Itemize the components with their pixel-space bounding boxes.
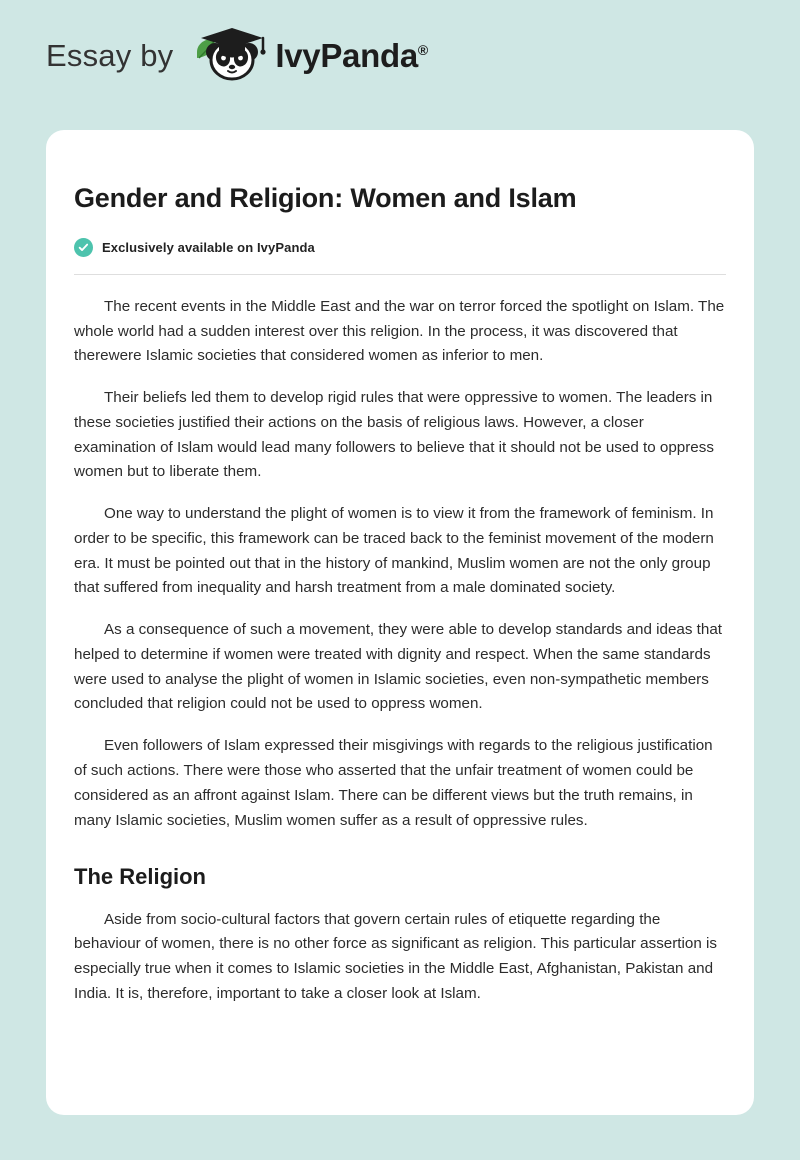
brand-registered-mark: ® <box>417 41 428 58</box>
body-paragraph: One way to understand the plight of women is to view it from the framework of feminism. In order to be specific, this framework can be traced back to the feminist movement of the modern era. It must be pointed out that in the history of mankind, Muslim women are not the only group that suffered from inequality and harsh treatment from a male dominated society. <box>74 505 714 597</box>
body-paragraph: The recent events in the Middle East and the war on terror forced the spotlight on Islam. The whole world had a sudden interest over this religion. In the process, it was discovered that therewere Islamic societies that considered women as inferior to men. <box>74 297 725 365</box>
brand-name: IvyPanda <box>275 36 418 74</box>
exclusivity-label: Exclusively available on IvyPanda <box>102 239 315 255</box>
page-title: Gender and Religion: Women and Islam <box>74 183 577 213</box>
body-paragraph: As a consequence of such a movement, they were able to develop standards and ideas that helped to determine if women were treated with dignity and respect. When the same standards were used to analyse the plight of women in Islamic societies, even non-sympathetic members concluded that religion could not be used to oppress women. <box>74 621 723 713</box>
body-paragraph: Aside from socio-cultural factors that govern certain rules of etiquette regarding the behaviour of women, there is no other force as significant as religion. This particular assertion is especially true when it comes to Islamic societies in the Middle East, Afghanistan, Pakistan and India. It is, therefore, important to take a closer look at Islam. <box>74 910 717 1002</box>
body-paragraph: Even followers of Islam expressed their misgivings with regards to the religious justification of such actions. There were those who asserted that the unfair treatment of women could be considered as an affront against Islam. There can be different views but the truth remains, in many Islamic societies, Muslim women suffer as a result of oppressive rules. <box>74 737 713 829</box>
essay-by-label: Essay by <box>46 37 174 73</box>
document-card <box>46 130 754 1115</box>
header-divider <box>74 274 726 275</box>
section-heading: The Religion <box>74 864 206 890</box>
brand-wordmark <box>275 36 428 74</box>
brand-header <box>0 0 800 72</box>
check-circle-icon <box>74 238 93 257</box>
panda-graduate-icon <box>187 24 273 86</box>
ivypanda-logo[interactable] <box>187 24 428 86</box>
exclusivity-badge <box>74 238 726 257</box>
body-paragraph: Their beliefs led them to develop rigid rules that were oppressive to women. The leaders in these societies justified their actions on the basis of religious laws. However, a closer examination of Islam would lead many followers to believe that it should not be used to oppress women but to liberate them. <box>74 389 714 481</box>
